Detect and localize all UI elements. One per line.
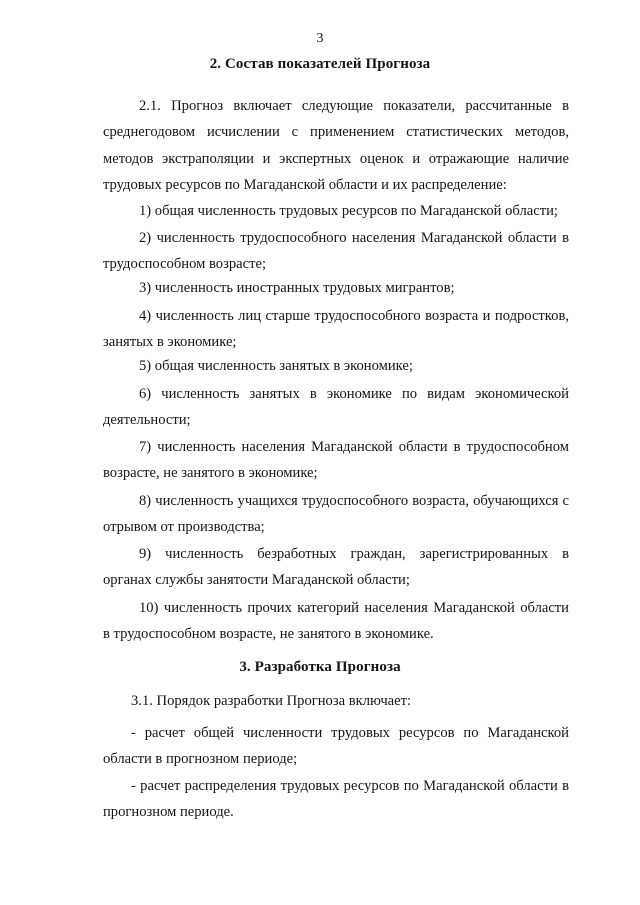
- procedure-item-1: - расчет общей численности трудовых ресурсов по Магаданской области в прогнозном периоде;: [103, 725, 569, 768]
- indicator-item-3: 3) численность иностранных трудовых мигрантов;: [139, 280, 455, 296]
- indicator-item-6: 6) численность занятых в экономике по видам экономической деятельности;: [103, 386, 569, 429]
- indicator-item-1: 1) общая численность трудовых ресурсов по Магаданской области;: [139, 203, 558, 219]
- page-number: 3: [316, 31, 324, 46]
- indicator-item-9: 9) численность безработных граждан, зарегистрированных в органах службы занятости Магаданской области;: [103, 546, 569, 589]
- section-2-1-paragraph: 2.1. Прогноз включает следующие показатели, рассчитанные в среднегодовом исчислении с применением статистических методов, методов экстраполяции и экспертных оценок и отражающие наличие трудовых ресурсов по Магаданской области и их распределение:: [103, 98, 569, 194]
- indicator-item-4: 4) численность лиц старше трудоспособного возраста и подростков, занятых в экономике;: [103, 308, 569, 351]
- indicator-item-7: 7) численность населения Магаданской области в трудоспособном возрасте, не занятого в экономике;: [103, 439, 569, 482]
- section-3-heading: 3. Разработка Прогноза: [239, 659, 401, 675]
- section-3-1-paragraph: 3.1. Порядок разработки Прогноза включает:: [131, 693, 412, 709]
- indicator-item-10: 10) численность прочих категорий населения Магаданской области в трудоспособном возрасте, не занятого в экономике.: [103, 600, 569, 643]
- indicator-item-5: 5) общая численность занятых в экономике;: [139, 358, 413, 374]
- section-2-heading: 2. Состав показателей Прогноза: [209, 56, 431, 72]
- procedure-item-2: - расчет распределения трудовых ресурсов по Магаданской области в прогнозном периоде.: [103, 778, 569, 821]
- indicator-item-8: 8) численность учащихся трудоспособного возраста, обучающихся с отрывом от производства;: [103, 493, 569, 536]
- indicator-item-2: 2) численность трудоспособного населения Магаданской области в трудоспособном возрасте;: [103, 230, 569, 273]
